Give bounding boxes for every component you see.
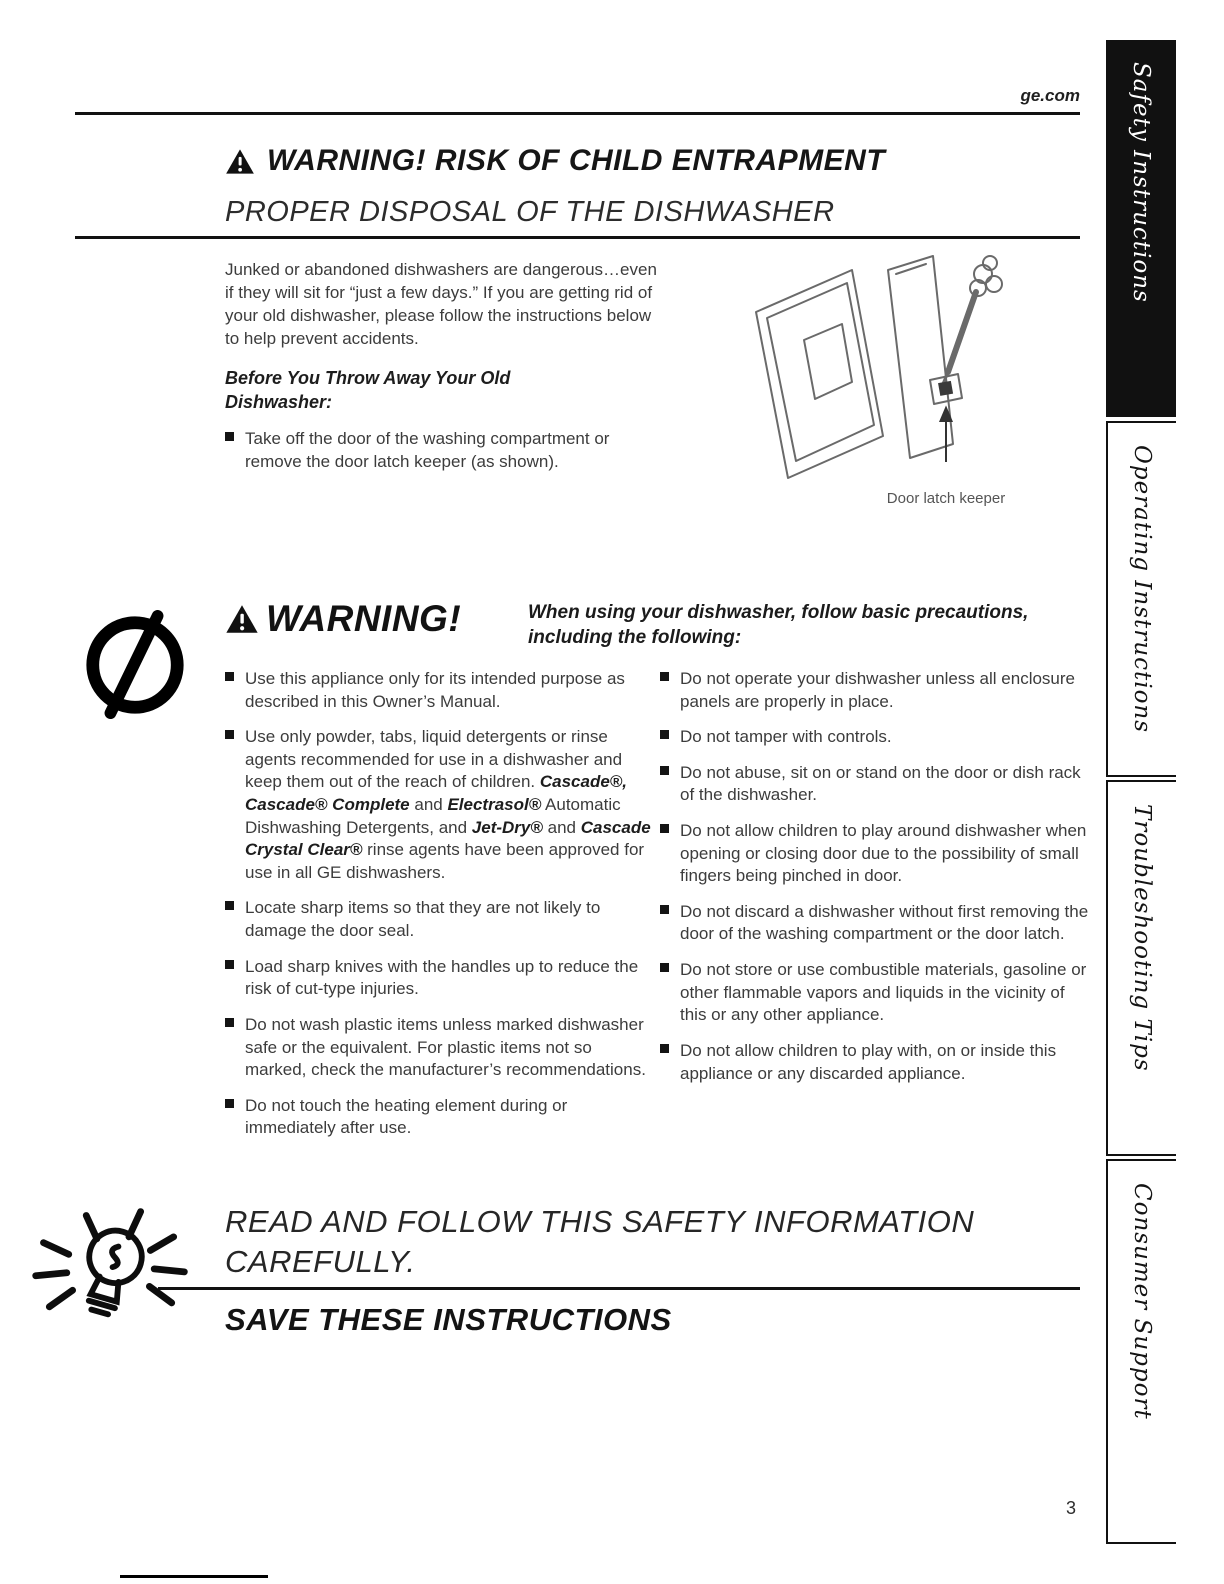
square-bullet-icon [225,1018,234,1027]
sidebar-tab-label: Safety Instructions [1128,62,1154,303]
prohibition-circle-slash-icon [80,610,190,720]
bullet-text: Do not abuse, sit on or stand on the door or dish rack of the dishwasher. [680,762,1081,805]
page-number: 3 [1066,1498,1077,1518]
bullet-text: Take off the door of the washing compartment or remove the door latch keeper (as shown). [245,429,610,471]
bullet-text: Do not allow children to play with, on or inside this appliance or any discarded appliance. [680,1040,1057,1083]
save-instructions-text: SAVE THESE INSTRUCTIONS [225,1302,672,1337]
sidebar-tab-safety-instructions [1106,40,1176,417]
square-bullet-icon [660,824,669,833]
door-latch-figure [740,248,1030,507]
square-bullet-icon [225,730,234,739]
read-follow-line2: CAREFULLY. [225,1243,416,1279]
bullet-text: Do not allow children to play around dishwasher when opening or closing door due to the possibility of small fingers being pinched in door. [680,821,1087,886]
square-bullet-icon [660,1044,669,1053]
page-title [225,144,885,178]
bullet-text: Do not discard a dishwasher without first removing the door of the washing compartment or the door latch. [680,901,1089,944]
bullet-item [225,897,653,942]
bullet-item [660,726,1093,749]
bullet-item [225,956,653,1001]
sidebar-tab-label: Troubleshooting Tips [1129,804,1155,1072]
page-subtitle: PROPER DISPOSAL OF THE DISHWASHER [225,196,835,228]
square-bullet-icon [660,730,669,739]
disposal-intro: Junked or abandoned dishwashers are dangerous…even if they will sit for “just a few days.” If you are getting rid of your old dishwasher, please follow the instructions below to help prevent accidents. [225,260,657,349]
bullet-item [225,1014,653,1082]
square-bullet-icon [660,963,669,972]
dishwasher-door-sketch-icon [740,248,1030,483]
figure-caption: Door latch keeper [886,490,1006,507]
sidebar-tab-troubleshooting-tips [1106,780,1176,1156]
square-bullet-icon [225,1099,234,1108]
bullet-item [225,726,653,884]
square-bullet-icon [225,432,234,441]
disposal-bullet-list [225,428,663,473]
bullet-item [660,820,1093,888]
sidebar-tab-label: Consumer Support [1129,1183,1155,1420]
title-rule [75,236,1080,239]
bullet-text: Do not touch the heating element during or immediately after use. [245,1095,568,1138]
bullet-text: Use this appliance only for its intended purpose as described in this Owner’s Manual. [245,669,625,711]
square-bullet-icon [225,672,234,681]
bullet-text: Do not wash plastic items unless marked dishwasher safe or the equivalent. For plastic items not so marked, check the manufacturer’s recommendations. [245,1014,646,1080]
page-title-text: WARNING! RISK OF CHILD ENTRAPMENT [267,144,886,177]
warning-triangle-icon [225,148,255,175]
bullet-item [660,959,1093,1027]
read-follow-line1: READ AND FOLLOW THIS SAFETY INFORMATION [225,1204,975,1239]
footer-rule [158,1287,1080,1290]
square-bullet-icon [225,901,234,910]
warning-bullets-right [660,668,1093,1098]
bullet-item [660,901,1093,946]
bullet-item [225,668,653,713]
warning-lead: When using your dishwasher, follow basic precautions, including the following: [528,602,1029,649]
square-bullet-icon [225,960,234,969]
page-bottom-mark [120,1575,268,1578]
bullet-text: Load sharp knives with the handles up to reduce the risk of cut-type injuries. [245,956,639,999]
disposal-section [225,258,663,486]
bullet-text: Locate sharp items so that they are not likely to damage the door seal. [245,898,601,941]
bullet-item [660,762,1093,807]
site-url: ge.com [1020,86,1080,105]
header-rule [75,112,1080,115]
warning-heading-text: WARNING! [266,598,462,639]
bullet-item [225,1095,653,1140]
warning-triangle-icon [225,604,259,634]
lightbulb-icon [26,1198,196,1334]
bullet-text: Do not store or use combustible materials, gasoline or other flammable vapors and liquids in the vicinity of this or any other appliance. [680,960,1087,1025]
before-heading: Before You Throw Away Your Old Dishwasher: [225,368,511,412]
bullet-text: Do not tamper with controls. [680,727,892,747]
bullet-item [660,1040,1093,1085]
sidebar-tab-label: Operating Instructions [1129,445,1155,734]
warning-heading [225,598,461,640]
warning-bullets-left [225,668,653,1153]
sidebar-tab-consumer-support [1106,1159,1176,1544]
square-bullet-icon [660,905,669,914]
bullet-item [660,668,1093,713]
square-bullet-icon [660,672,669,681]
bullet-item [225,428,663,473]
sidebar-tab-operating-instructions [1106,421,1176,777]
square-bullet-icon [660,766,669,775]
bullet-text: Do not operate your dishwasher unless all enclosure panels are properly in place. [680,669,1076,711]
bullet-text: Use only powder, tabs, liquid detergents or rinse agents recommended for use in a dishwasher and keep them out of the reach of children. Cascade®, Cascade® Complete and Electrasol® Automatic Dishwashing Detergents, and Jet-Dry® and Cascade Crystal Clear® rinse agents have been approved for use in all GE dishwashers. [245,727,651,882]
read-follow-text [225,1202,974,1281]
